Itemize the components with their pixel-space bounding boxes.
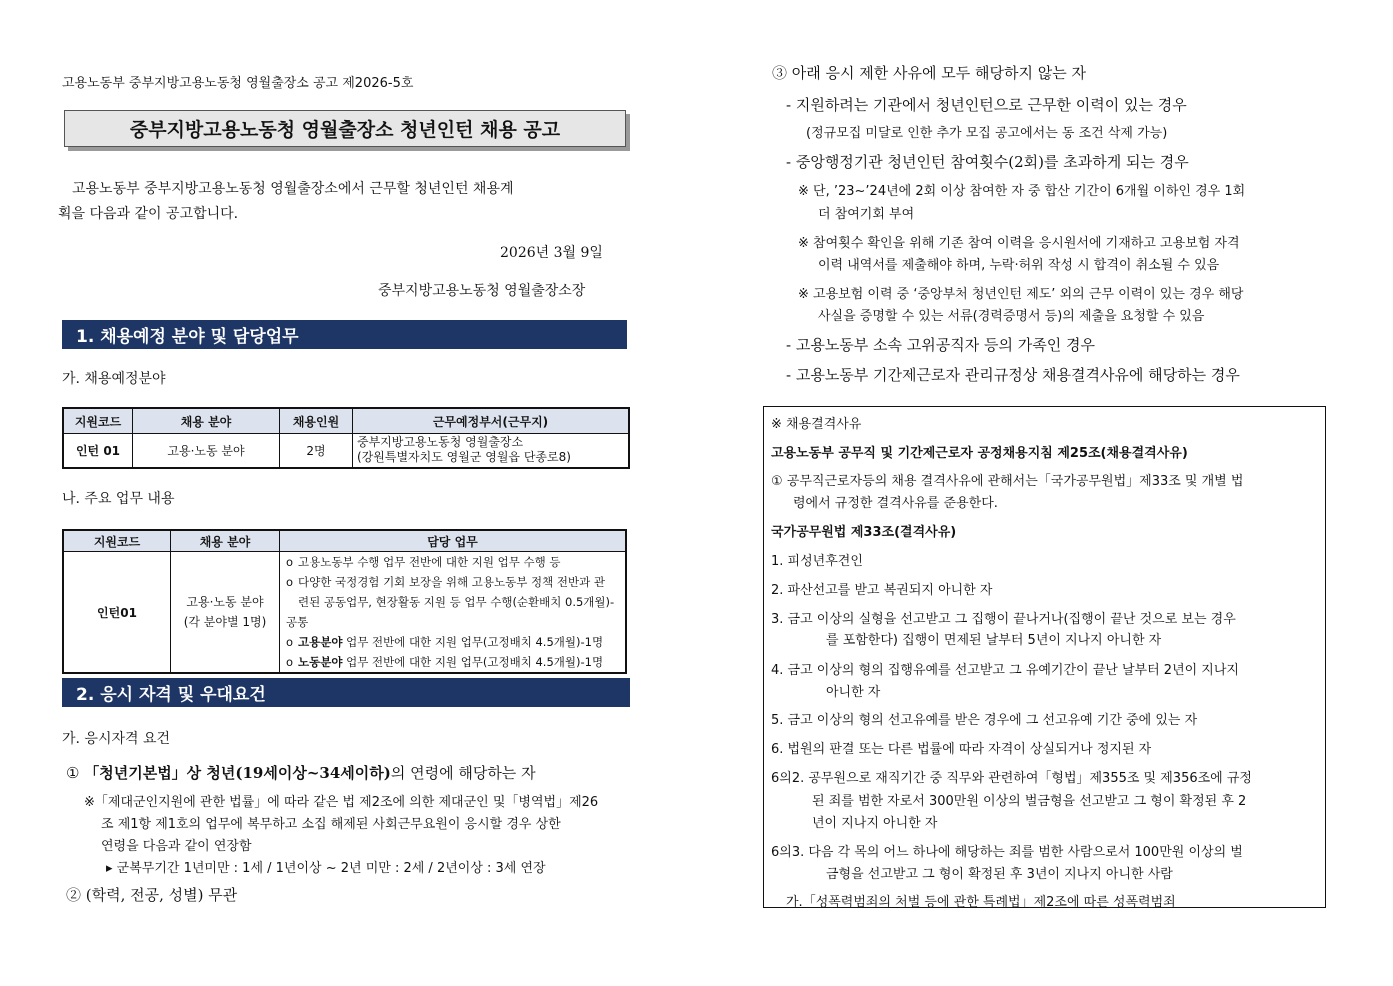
restriction-r7: - 고용노동부 소속 고위공직자 등의 가족인 경우	[786, 336, 1095, 354]
duty-text: 업무 전반에 대한 지원 업무(고정배치 4.5개월)-1명	[342, 635, 604, 649]
guide-line1: ① 공무직근로자등의 채용 결격사유에 관해서는「국가공무원법」제33조 및 개별 법	[771, 474, 1244, 489]
duty-mark: o	[286, 655, 294, 669]
notice-date: 2026년 3월 9일	[500, 245, 603, 261]
law-item-6-2-cont: 된 죄를 범한 자로서 300만원 이상의 벌금형을 선고받고 그 형이 확정된 후 2	[812, 794, 1247, 809]
section1-sub-b: 나. 주요 업무 내용	[62, 491, 175, 507]
page-title-text: 중부지방고용노동청 영월출장소 청년인턴 채용 공고	[129, 119, 561, 141]
law-item-6-3: 6의3. 다음 각 목의 어느 하나에 해당하는 죄를 범한 사람으로서 100만원 이상의 벌	[771, 845, 1243, 860]
item3-text: 아래 응시 제한 사유에 모두 해당하지 않는 자	[791, 64, 1086, 82]
duty-text: 고용노동부 수행 업무 전반에 대한 지원 업무 수행 등	[298, 555, 561, 569]
table-header-row	[63, 530, 626, 552]
restriction-r3: - 중앙행정기관 청년인턴 참여횟수(2회)를 초과하게 되는 경우	[786, 153, 1189, 171]
th-code: 지원코드	[63, 530, 171, 552]
eligibility-item3	[772, 62, 1086, 83]
cell-code: 인턴01	[63, 552, 171, 674]
note1-line2: 조 제1항 제1호의 업무에 복무하고 소집 해제된 사회근무요원이 응시할 경우 상한	[101, 817, 561, 832]
eligibility-note1	[84, 792, 598, 880]
item1-post: 의 연령에 해당하는 자	[390, 764, 536, 782]
restriction-r6b: 사실을 증명할 수 있는 서류(경력증명서 등)의 제출을 요청할 수 있음	[818, 309, 1205, 324]
item2-text: (학력, 전공, 성별) 무관	[85, 886, 238, 904]
cell-count: 2명	[280, 434, 353, 468]
th-duty: 담당 업무	[280, 530, 627, 552]
guide-title: 고용노동부 공무직 및 기간제근로자 공정채용지침 제25조(채용결격사유)	[771, 446, 1188, 461]
note1-line3: 연령을 다음과 같이 연장함	[101, 839, 252, 854]
restriction-r5b: 이력 내역서를 제출해야 하며, 누락·허위 작성 시 합격이 취소될 수 있음	[818, 258, 1220, 273]
restriction-r6a: ※ 고용보험 이력 중 ‘중앙부처 청년인턴 제도’ 외의 근무 이력이 있는 경우 해당	[798, 287, 1244, 302]
duty-mark: o	[286, 575, 294, 589]
guide-line2: 령에서 규정한 결격사유를 준용한다.	[793, 496, 998, 511]
th-count: 채용인원	[280, 408, 353, 434]
item1-mid: (19세이상~34세이하)	[235, 764, 391, 782]
duty-strong: 고용분야	[298, 635, 343, 649]
intro-line1: 고용노동부 중부지방고용노동청 영월출장소에서 근무할 청년인턴 채용계	[72, 181, 514, 197]
dept-line2: (강원특별자치도 영월군 영월읍 단종로8)	[357, 450, 571, 465]
duty-text: 다양한 국정경험 기회 보장을 위해 고용노동부 정책 전반과 관	[298, 575, 605, 589]
issuer: 중부지방고용노동청 영월출장소장	[378, 283, 586, 299]
law-item-1: 1. 피성년후견인	[771, 554, 863, 569]
intro-line2: 획을 다음과 같이 공고합니다.	[58, 206, 239, 222]
item1-bold: 청년	[206, 764, 236, 782]
duty-line-2	[286, 572, 625, 592]
section2-header	[62, 678, 630, 707]
th-code: 지원코드	[63, 408, 133, 434]
table-row	[63, 552, 626, 674]
page-title	[64, 110, 626, 147]
duty-line-1	[286, 552, 625, 572]
eligibility-item1	[66, 762, 536, 783]
restriction-r4b: 더 참여기회 부여	[818, 207, 915, 222]
notice-number: 고용노동부 중부지방고용노동청 영월출장소 공고 제2026-5호	[62, 76, 414, 91]
th-field: 채용 분야	[171, 530, 280, 552]
box-header: ※ 채용결격사유	[771, 417, 862, 432]
item1-pre: 「청년기본법」상	[84, 764, 207, 782]
law-item-4: 4. 금고 이상의 형의 집행유예를 선고받고 그 유예기간이 끝난 날부터 2년이 지나지	[771, 663, 1239, 678]
cell-code: 인턴 01	[63, 434, 133, 468]
duty-text: 련된 공동업무, 현장활동 지원 등 업무 수행(순환배치 0.5개월)-공통	[286, 595, 615, 629]
law-item-6-2-cont2: 년이 지나지 아니한 자	[812, 816, 938, 831]
field-line1: 고용·노동 분야	[186, 595, 264, 609]
restriction-r1: - 지원하려는 기관에서 청년인턴으로 근무한 이력이 있는 경우	[786, 96, 1187, 114]
section2-title: 2. 응시 자격 및 우대요건	[76, 685, 266, 705]
restriction-r8: - 고용노동부 기간제근로자 관리규정상 채용결격사유에 해당하는 경우	[786, 366, 1240, 384]
table-row	[63, 434, 629, 468]
item3-num: ③	[772, 64, 788, 82]
restriction-r5a: ※ 참여횟수 확인을 위해 기존 참여 이력을 응시원서에 기재하고 고용보험 자격	[798, 236, 1240, 251]
duty-strong: 노동분야	[298, 655, 343, 669]
duty-line-4	[286, 632, 625, 652]
restriction-r2: (정규모집 미달로 인한 추가 모집 공고에서는 동 조건 삭제 가능)	[806, 126, 1168, 141]
law-title: 국가공무원법 제33조(결격사유)	[771, 525, 957, 540]
note1-line1: ※「제대군인지원에 관한 법률」에 따라 같은 법 제2조에 의한 제대군인 및「병역법」제26	[84, 795, 599, 810]
law-item-6: 6. 법원의 판결 또는 다른 법률에 따라 자격이 상실되거나 정지된 자	[771, 742, 1152, 757]
eligibility-item2	[66, 884, 237, 905]
section1-title: 1. 채용예정 분야 및 담당업무	[76, 327, 299, 347]
cell-duties	[280, 552, 627, 674]
law-item-6-3-a: 가.「성폭력범죄의 처벌 등에 관한 특례법」제2조에 따른 성폭력범죄	[786, 895, 1176, 910]
law-item-2: 2. 파산선고를 받고 복권되지 아니한 자	[771, 583, 993, 598]
duty-table	[62, 529, 627, 674]
section1-sub-a: 가. 채용예정분야	[62, 371, 166, 387]
cell-field	[171, 552, 280, 674]
item2-num: ②	[66, 886, 82, 904]
cell-dept	[353, 434, 630, 468]
law-item-3-cont: 를 포함한다) 집행이 면제된 날부터 5년이 지나지 아니한 자	[826, 633, 1162, 648]
duty-line-3	[286, 592, 625, 632]
section1-header	[62, 320, 627, 349]
table-header-row	[63, 408, 629, 434]
duty-line-5	[286, 652, 625, 672]
law-item-3: 3. 금고 이상의 실형을 선고받고 그 집행이 끝나거나(집행이 끝난 것으로 보는 경우	[771, 612, 1236, 627]
duty-text: 업무 전반에 대한 지원 업무(고정배치 4.5개월)-1명	[342, 655, 604, 669]
law-item-6-3-cont: 금형을 선고받고 그 형이 확정된 후 3년이 지나지 아니한 사람	[826, 867, 1173, 882]
duty-mark: o	[286, 635, 294, 649]
dept-line1: 중부지방고용노동청 영월출장소	[357, 435, 524, 450]
note1-line4: ▸ 군복무기간 1년미만 : 1세 / 1년이상 ~ 2년 미만 : 2세 / 2년이상 : 3세 연장	[106, 861, 546, 876]
th-field: 채용 분야	[133, 408, 280, 434]
law-item-5: 5. 금고 이상의 형의 선고유예를 받은 경우에 그 선고유예 기간 중에 있는 자	[771, 713, 1198, 728]
section2-sub-a: 가. 응시자격 요건	[62, 731, 171, 747]
law-item-6-2: 6의2. 공무원으로 재직기간 중 직무와 관련하여「형법」제355조 및 제356조에 규정	[771, 771, 1252, 786]
th-dept: 근무예정부서(근무지)	[353, 408, 630, 434]
item1-num: ①	[66, 764, 80, 782]
recruit-field-table	[62, 407, 630, 469]
law-item-4-cont: 아니한 자	[826, 685, 881, 700]
cell-field: 고용·노동 분야	[133, 434, 280, 468]
restriction-r4a: ※ 단, ’23~’24년에 2회 이상 참여한 자 중 합산 기간이 6개월 이하인 경우 1회	[798, 184, 1246, 199]
duty-mark: o	[286, 555, 294, 569]
field-line2: (각 분야별 1명)	[183, 615, 267, 629]
